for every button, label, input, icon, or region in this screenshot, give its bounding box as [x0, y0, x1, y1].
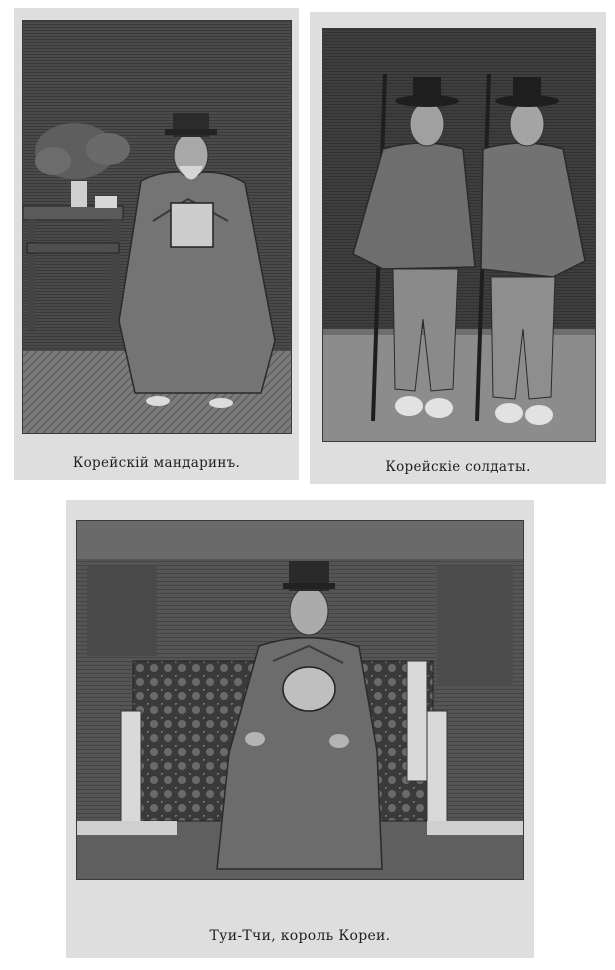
mandarin-caption: Корейскій мандаринъ.	[72, 455, 241, 471]
mandarin-engraving	[23, 21, 291, 433]
figure-soldiers	[310, 12, 606, 484]
mandarin-photo	[22, 20, 292, 434]
king-engraving	[77, 521, 523, 879]
soldiers-caption: Корейскіе солдаты.	[385, 459, 531, 475]
soldiers-engraving	[323, 29, 595, 441]
king-caption: Туи-Тчи, король Кореи.	[209, 928, 391, 944]
figure-king	[66, 500, 534, 958]
king-photo	[76, 520, 524, 880]
figure-mandarin	[14, 8, 299, 480]
soldiers-photo	[322, 28, 596, 442]
